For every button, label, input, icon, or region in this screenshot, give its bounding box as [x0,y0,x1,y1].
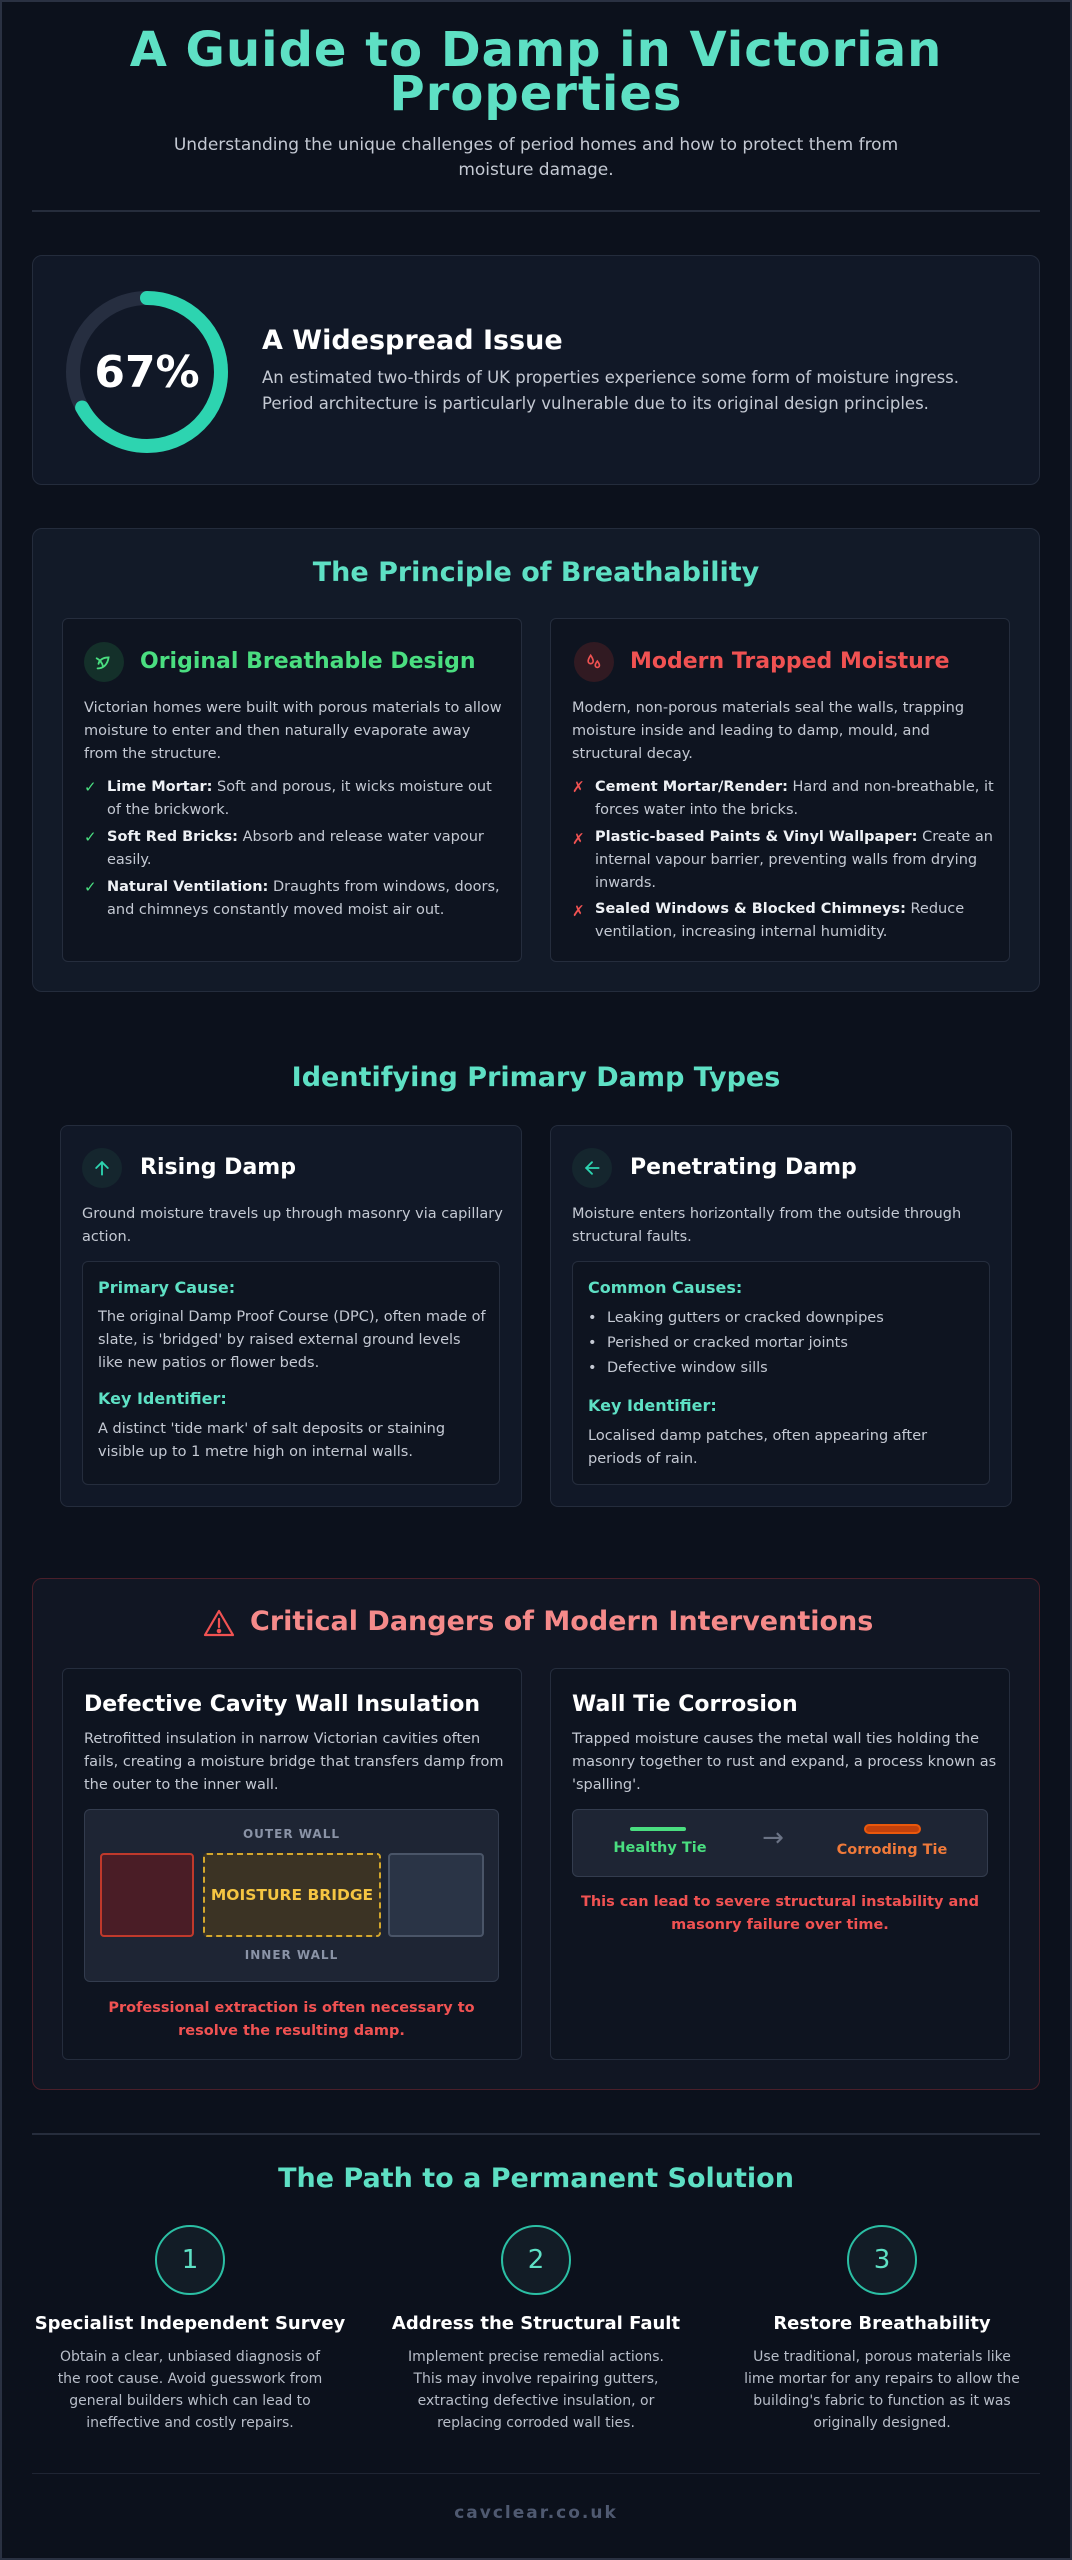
stat-title: A Widespread Issue [262,325,563,356]
footer-link[interactable]: cavclear.co.uk [454,2503,618,2523]
key-identifier-text: Localised damp patches, often appearing after periods of rain. [588,1428,928,1467]
healthy-tie-bar [630,1827,686,1831]
solution-divider [32,2133,1040,2135]
key-identifier-label: Key Identifier: [98,1389,227,1408]
list-item: Lime Mortar: Soft and porous, it wicks moisture out of the brickwork. [107,779,492,818]
cause-bullet: • [588,1310,597,1326]
primary-cause-label: Primary Cause: [98,1278,236,1297]
check-icon: ✓ [84,878,97,896]
arrow-up-icon [82,1148,122,1188]
key-identifier-text: A distinct 'tide mark' of salt deposits or staining visible up to 1 metre high on internal walls. [98,1421,446,1460]
modern-moisture-title: Modern Trapped Moisture [630,649,950,674]
list-item: Sealed Windows & Blocked Chimneys: Reduce ventilation, increasing internal humidity. [595,901,965,940]
step-text-1: Obtain a clear, unbiased diagnosis of the root cause. Avoid guesswork from general builders which can lead to ineffective and costly repairs. [57,2349,323,2431]
step-title-2: Address the Structural Fault [391,2313,681,2334]
list-item: Cement Mortar/Render: Hard and non-breathable, it forces water into the bricks. [595,779,994,818]
page-title: A Guide to Damp in Victorian Properties [129,22,943,122]
step-number-2: 2 [501,2225,571,2295]
list-item: Soft Red Bricks: Absorb and release water vapour easily. [107,829,484,868]
list-item: Leaking gutters or cracked downpipes [607,1310,884,1326]
outer-wall-label: OUTER WALL [242,1827,341,1841]
cross-icon: ✗ [572,902,585,920]
step-number-3: 3 [847,2225,917,2295]
cross-icon: ✗ [572,830,585,848]
step-title-3: Restore Breathability [773,2313,991,2334]
check-icon: ✓ [84,778,97,796]
common-causes-label: Common Causes: [588,1278,743,1297]
cause-bullet: • [588,1335,597,1351]
original-design-text: Victorian homes were built with porous materials to allow moisture to enter and then naturally evaporate away from the structure. [84,700,502,762]
insulation-text: Retrofitted insulation in narrow Victorian cavities often fails, creating a moisture bridge that transfers damp from the outer to the inner wall. [84,1731,504,1793]
page-subtitle: Understanding the unique challenges of period homes and how to protect them from moisture damage. [173,135,899,180]
corroding-tie-bar [864,1824,921,1834]
primary-cause-text: The original Damp Proof Course (DPC), often made of slate, is 'bridged' by raised external ground levels like new patios or flower beds. [98,1309,486,1371]
insulation-note: Professional extraction is often necessary to resolve the resulting damp. [108,2000,475,2039]
modern-moisture-text: Modern, non-porous materials seal the walls, trapping moisture inside and leading to damp, mould, and structural decay. [572,700,965,762]
step-title-1: Specialist Independent Survey [34,2313,346,2334]
check-icon: ✓ [84,828,97,846]
rising-damp-title: Rising Damp [140,1155,296,1180]
corroding-tie-label: Corroding Tie [836,1842,948,1858]
leaf-icon [84,642,124,682]
stat-text: An estimated two-thirds of UK properties experience some form of moisture ingress. Period architecture is particularly vulnerable due to its original design principles. [262,368,960,413]
wall-tie-note: This can lead to severe structural instability and masonry failure over time. [580,1894,980,1933]
rising-damp-text: Ground moisture travels up through masonry via capillary action. [82,1206,503,1245]
inner-wall-label: INNER WALL [244,1948,339,1962]
list-item: Perished or cracked mortar joints [607,1335,848,1351]
list-item: Plastic-based Paints & Vinyl Wallpaper: Create an internal vapour barrier, preventing walls from drying inwards. [595,829,993,891]
arrow-left-icon [572,1148,612,1188]
key-identifier-label: Key Identifier: [588,1396,717,1415]
inner-wall-block [388,1853,484,1937]
list-item: Defective window sills [607,1360,768,1376]
moisture-icon [574,642,614,682]
list-item: Natural Ventilation: Draughts from windows, doors, and chimneys constantly moved moist air out. [107,879,500,918]
cross-icon: ✗ [572,778,585,796]
penetrating-damp-title: Penetrating Damp [630,1155,857,1180]
stat-value: 67% [94,346,200,398]
moisture-bridge-block: MOISTURE BRIDGE [203,1853,381,1937]
cause-bullet: • [588,1360,597,1376]
footer-divider [32,2473,1040,2474]
step-text-3: Use traditional, porous materials like lime mortar for any repairs to allow the building's fabric to function as it was originally designed. [744,2349,1020,2431]
warning-icon [203,1608,235,1638]
penetrating-damp-text: Moisture enters horizontally from the outside through structural faults. [572,1206,962,1245]
dangers-title: Critical Dangers of Modern Interventions [250,1606,874,1637]
healthy-tie-label: Healthy Tie [613,1840,707,1856]
step-number-1: 1 [155,2225,225,2295]
wall-tie-title: Wall Tie Corrosion [572,1692,798,1717]
outer-wall-block [100,1853,194,1937]
damp-types-title: Identifying Primary Damp Types [291,1062,781,1093]
original-design-title: Original Breathable Design [140,649,476,674]
solution-title: The Path to a Permanent Solution [278,2163,794,2194]
breathability-title: The Principle of Breathability [312,557,760,588]
insulation-title: Defective Cavity Wall Insulation [84,1692,480,1717]
arrow-right-icon: → [762,1823,784,1853]
wall-tie-text: Trapped moisture causes the metal wall ties holding the masonry together to rust and expand, a process known as 'spalling'. [572,1731,997,1793]
header-divider [32,210,1040,212]
step-text-2: Implement precise remedial actions. This may involve repairing gutters, extracting defective insulation, or replacing corroded wall ties. [408,2349,664,2431]
